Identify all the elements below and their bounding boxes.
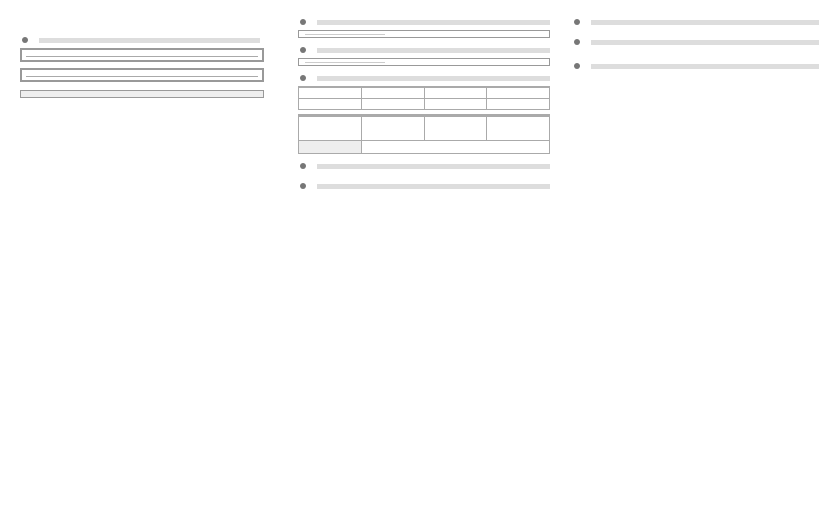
divider (317, 48, 550, 53)
cell (424, 88, 487, 99)
bullet-icon (574, 39, 580, 45)
divider (317, 76, 550, 81)
prayer-heading (572, 14, 819, 30)
cell (361, 117, 424, 141)
divider (317, 20, 550, 25)
service-table (298, 86, 550, 110)
cell (299, 88, 362, 99)
cell (299, 141, 362, 154)
bullet-icon (574, 63, 580, 69)
cell (487, 99, 550, 110)
column-worship (20, 0, 264, 98)
cell (487, 117, 550, 141)
bible-heading (572, 34, 819, 50)
divider (591, 64, 819, 69)
divider (39, 38, 260, 43)
fri-box (298, 58, 550, 66)
bullet-icon (300, 163, 306, 169)
service-1-box (20, 48, 264, 62)
column-meetings (298, 14, 550, 194)
column-info (572, 14, 819, 74)
service-1-title (26, 52, 258, 57)
divider (591, 40, 819, 45)
bullet-icon (574, 19, 580, 25)
cell (361, 141, 549, 154)
cell (424, 99, 487, 110)
wed-time (305, 33, 385, 35)
cell (361, 88, 424, 99)
divider (317, 164, 550, 169)
service-table-2 (298, 114, 550, 154)
fri-heading (298, 42, 550, 58)
divider (317, 184, 550, 189)
footer-verse (20, 90, 264, 98)
bullet-icon (300, 183, 306, 189)
events-heading (298, 178, 550, 194)
mission-heading (572, 58, 819, 74)
divider (591, 20, 819, 25)
worship-section-heading (20, 32, 264, 48)
service-2-title (26, 72, 258, 77)
cell (299, 117, 362, 141)
fri-time (305, 61, 385, 63)
cell (299, 99, 362, 110)
cell (424, 117, 487, 141)
bullet-icon (300, 19, 306, 25)
cell (361, 99, 424, 110)
wed-heading (298, 14, 550, 30)
bullet-icon (300, 75, 306, 81)
wed-box (298, 30, 550, 38)
service-heading (298, 70, 550, 86)
cell (487, 88, 550, 99)
bullet-icon (300, 47, 306, 53)
service-2-box (20, 68, 264, 82)
page-header (20, 0, 264, 32)
meal-heading (298, 158, 550, 174)
bullet-icon (22, 37, 28, 43)
